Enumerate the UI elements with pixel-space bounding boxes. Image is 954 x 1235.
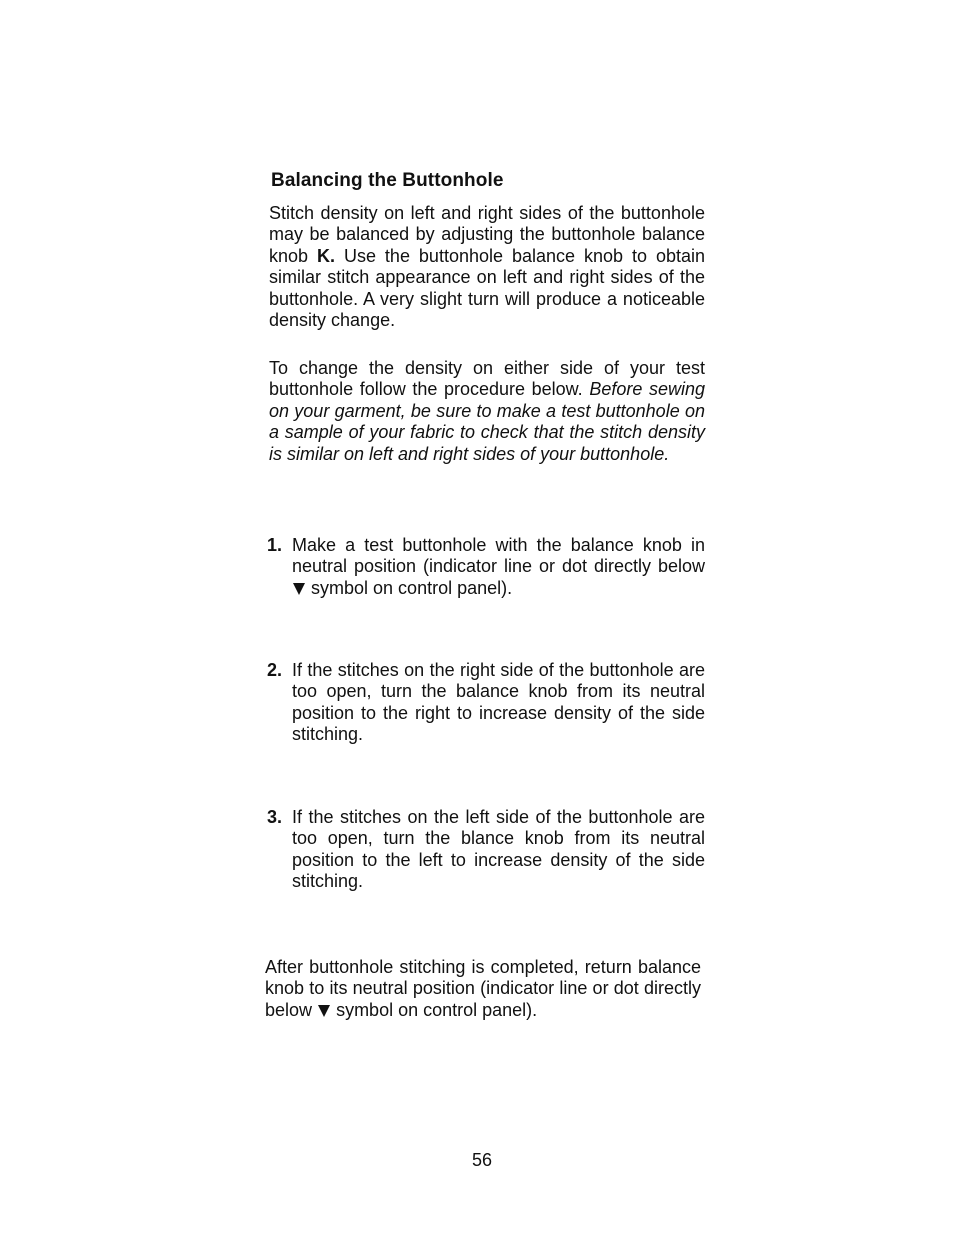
step-2 xyxy=(267,660,705,746)
step-1 xyxy=(267,535,705,599)
closing-text-end: symbol on control panel). xyxy=(336,999,538,1020)
step-number: 2. xyxy=(267,660,283,680)
closing-paragraph xyxy=(265,957,701,1021)
down-triangle-icon xyxy=(318,1005,330,1017)
step-text-end: symbol on control panel). xyxy=(311,577,513,598)
step-text: If the stitches on the left side of the buttonhole are too open, turn the blance knob from its neutral position to the left to increase density of the side stitching. xyxy=(292,807,705,892)
section-heading: Balancing the Buttonhole xyxy=(271,170,504,191)
procedure-italic-note: Before sewing on your garment, be sure to make a test buttonhole on a sample of your fabric to check that the stitch density is similar on left and right sides of your buttonhole. xyxy=(269,379,705,464)
step-number: 3. xyxy=(267,807,283,827)
step-text xyxy=(292,535,705,599)
intro-text-start: Stitch density on left and right sides of the buttonhole may be balanced by adjusting the buttonhole balance knob xyxy=(269,203,705,266)
step-text-start: Make a test buttonhole with the balance knob in neutral position (indicator line or dot directly below xyxy=(292,535,705,577)
knob-label: K. xyxy=(317,245,335,266)
step-3 xyxy=(267,807,705,893)
page-number: 56 xyxy=(471,1150,493,1170)
step-number: 1. xyxy=(267,535,283,555)
down-triangle-icon xyxy=(293,583,305,595)
closing-text-start: After buttonhole stitching is completed, return balance knob to its neutral position (indicator line or dot directly below xyxy=(265,957,701,1020)
intro-text-end: Use the buttonhole balance knob to obtain similar stitch appearance on left and right sides of the buttonhole. A very slight turn will produce a noticeable density change. xyxy=(269,245,705,331)
procedure-paragraph xyxy=(269,358,705,465)
procedure-text: To change the density on either side of your test buttonhole follow the procedure below. xyxy=(269,358,705,400)
step-text: If the stitches on the right side of the buttonhole are too open, turn the balance knob from its neutral position to the right to increase density of the side stitching. xyxy=(292,660,705,745)
intro-paragraph xyxy=(269,203,705,331)
